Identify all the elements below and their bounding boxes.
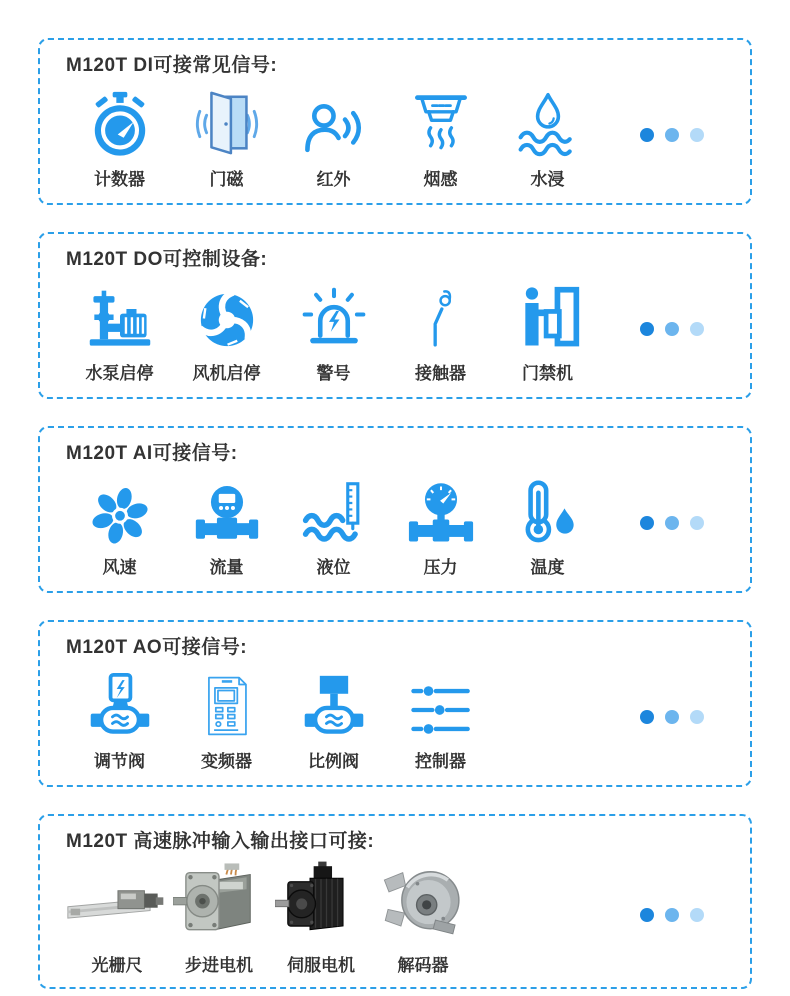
item-stepper-motor [168, 861, 270, 976]
item-label: 比例阀 [308, 751, 359, 771]
item-smoke [387, 85, 494, 190]
stepper-motor-photo [173, 861, 265, 945]
item-alarm [280, 279, 387, 384]
section-ao [38, 620, 752, 787]
item-fan-motor [173, 279, 280, 384]
pressure-gauge-icon [405, 473, 477, 547]
section-do-title: M120T DO可控制设备: [66, 249, 268, 270]
item-label: 水浸 [530, 169, 565, 189]
item-label: 流量 [209, 557, 244, 577]
wind-speed-icon [88, 473, 152, 547]
item-label: 风速 [102, 557, 137, 577]
servo-motor-photo [275, 861, 367, 945]
more-dots-icon [640, 710, 704, 724]
item-linear-scale [66, 861, 168, 976]
item-label: 门磁 [209, 169, 244, 189]
linear-scale-photo [65, 861, 169, 945]
temperature-icon [515, 473, 581, 547]
item-frequency-inverter [173, 667, 280, 772]
more-dots-icon [640, 128, 704, 142]
item-temperature [494, 473, 601, 578]
item-label: 压力 [423, 557, 458, 577]
item-encoder [372, 861, 474, 976]
section-do [38, 232, 752, 399]
item-label: 液位 [316, 557, 351, 577]
more-dots-icon [640, 908, 704, 922]
item-label: 计数器 [94, 169, 145, 189]
item-counter [66, 85, 173, 190]
contactor-icon [411, 279, 471, 353]
item-label: 步进电机 [185, 955, 253, 975]
encoder-photo [377, 861, 469, 945]
proportional-valve-icon [299, 667, 369, 741]
frequency-inverter-icon [196, 667, 258, 741]
item-water-leak [494, 85, 601, 190]
item-liquid-level [280, 473, 387, 578]
controller-sliders-icon [408, 667, 474, 741]
item-label: 门禁机 [522, 363, 573, 383]
item-label: 伺服电机 [287, 955, 355, 975]
smoke-detector-icon [407, 85, 475, 159]
item-label: 红外 [316, 169, 351, 189]
section-pulse [38, 814, 752, 989]
item-label: 变频器 [201, 751, 252, 771]
item-controller [387, 667, 494, 772]
section-ai [38, 426, 752, 593]
section-pulse-title: M120T 高速脉冲输入输出接口可接: [66, 831, 375, 852]
item-contactor [387, 279, 494, 384]
item-proportional-valve [280, 667, 387, 772]
infrared-sensor-icon [300, 85, 368, 159]
item-pressure [387, 473, 494, 578]
section-ao-title: M120T AO可接信号: [66, 637, 248, 658]
item-label: 水泵启停 [85, 363, 154, 383]
item-flow-meter [173, 473, 280, 578]
water-leak-icon [514, 85, 582, 159]
door-magnet-icon [192, 85, 262, 159]
item-servo-motor [270, 861, 372, 976]
item-label: 烟感 [423, 169, 458, 189]
section-di [38, 38, 752, 205]
access-control-icon [513, 279, 583, 353]
more-dots-icon [640, 322, 704, 336]
item-infrared [280, 85, 387, 190]
water-pump-icon [84, 279, 156, 353]
regulating-valve-icon [85, 667, 155, 741]
item-label: 控制器 [415, 751, 466, 771]
section-di-title: M120T DI可接常见信号: [66, 55, 278, 76]
item-access-control [494, 279, 601, 384]
item-label: 光栅尺 [91, 955, 143, 975]
item-wind-speed [66, 473, 173, 578]
item-label: 接触器 [415, 363, 466, 383]
liquid-level-icon [299, 473, 369, 547]
item-label: 警号 [316, 363, 351, 383]
item-door-magnet [173, 85, 280, 190]
more-dots-icon [640, 516, 704, 530]
section-ai-title: M120T AI可接信号: [66, 443, 238, 464]
item-label: 解码器 [397, 955, 449, 975]
item-water-pump [66, 279, 173, 384]
flow-meter-icon [192, 473, 262, 547]
item-label: 风机启停 [192, 363, 261, 383]
item-regulating-valve [66, 667, 173, 772]
fan-motor-icon [194, 279, 260, 353]
stopwatch-icon [87, 85, 153, 159]
alarm-beacon-icon [301, 279, 367, 353]
item-label: 调节阀 [94, 751, 145, 771]
item-label: 温度 [530, 557, 565, 577]
